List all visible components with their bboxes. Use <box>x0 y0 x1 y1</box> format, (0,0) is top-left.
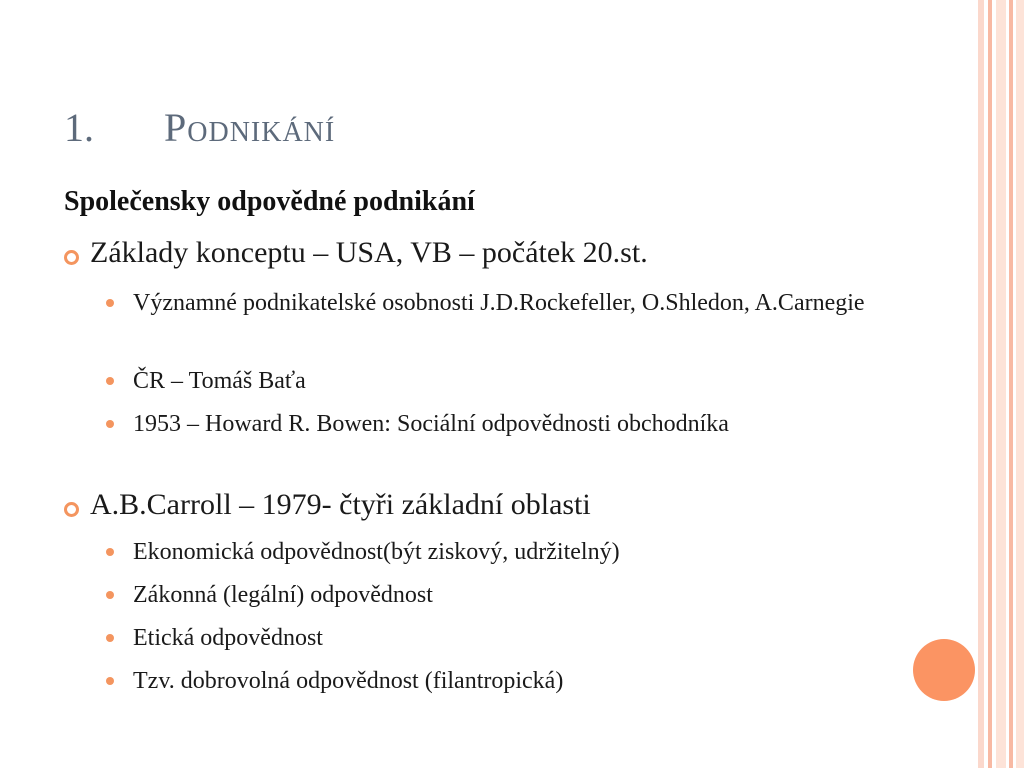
ring-bullet-icon <box>64 488 90 517</box>
sub-list-item <box>106 286 866 320</box>
slide-title <box>64 104 335 151</box>
list-item-text: Základy konceptu – USA, VB – počátek 20.st. <box>90 236 648 269</box>
sub-list-item <box>106 578 866 612</box>
sub-list-item-text: Ekonomická odpovědnost(být ziskový, udržitelný) <box>133 539 620 565</box>
sub-list-item-text: 1953 – Howard R. Bowen: Sociální odpovědnosti obchodníka <box>133 411 729 437</box>
dot-bullet-icon <box>106 407 133 428</box>
sub-list-item-text: Významné podnikatelské osobnosti J.D.Rockefeller, O.Shledon, A.Carnegie <box>133 290 865 316</box>
sub-list-item-text: ČR – Tomáš Baťa <box>133 368 306 394</box>
list-item <box>64 236 648 270</box>
decor-circle <box>913 639 975 701</box>
slide-subtitle: Společensky odpovědné podnikání <box>64 186 475 217</box>
sub-list-item <box>106 621 866 655</box>
decor-stripe <box>996 0 1006 768</box>
sub-list-item <box>106 364 866 398</box>
dot-bullet-icon <box>106 578 133 599</box>
sub-list-item-text: Etická odpovědnost <box>133 625 323 651</box>
title-text: Podnikání <box>164 105 336 150</box>
dot-bullet-icon <box>106 664 133 685</box>
title-number: 1. <box>64 105 94 150</box>
dot-bullet-icon <box>106 535 133 556</box>
dot-bullet-icon <box>106 621 133 642</box>
dot-bullet-icon <box>106 364 133 385</box>
dot-bullet-icon <box>106 286 133 307</box>
list-item-text: A.B.Carroll – 1979- čtyři základní oblasti <box>90 488 591 521</box>
decor-stripe <box>978 0 984 768</box>
sub-list-item <box>106 407 866 441</box>
decor-stripe <box>988 0 992 768</box>
decor-stripe <box>1009 0 1013 768</box>
decor-stripe <box>1016 0 1024 768</box>
sub-list-item <box>106 535 866 569</box>
sub-list-item-text: Zákonná (legální) odpovědnost <box>133 582 433 608</box>
sub-list-item <box>106 664 866 698</box>
list-item <box>64 488 591 522</box>
sub-list-item-text: Tzv. dobrovolná odpovědnost (filantropická) <box>133 668 564 694</box>
ring-bullet-icon <box>64 236 90 265</box>
